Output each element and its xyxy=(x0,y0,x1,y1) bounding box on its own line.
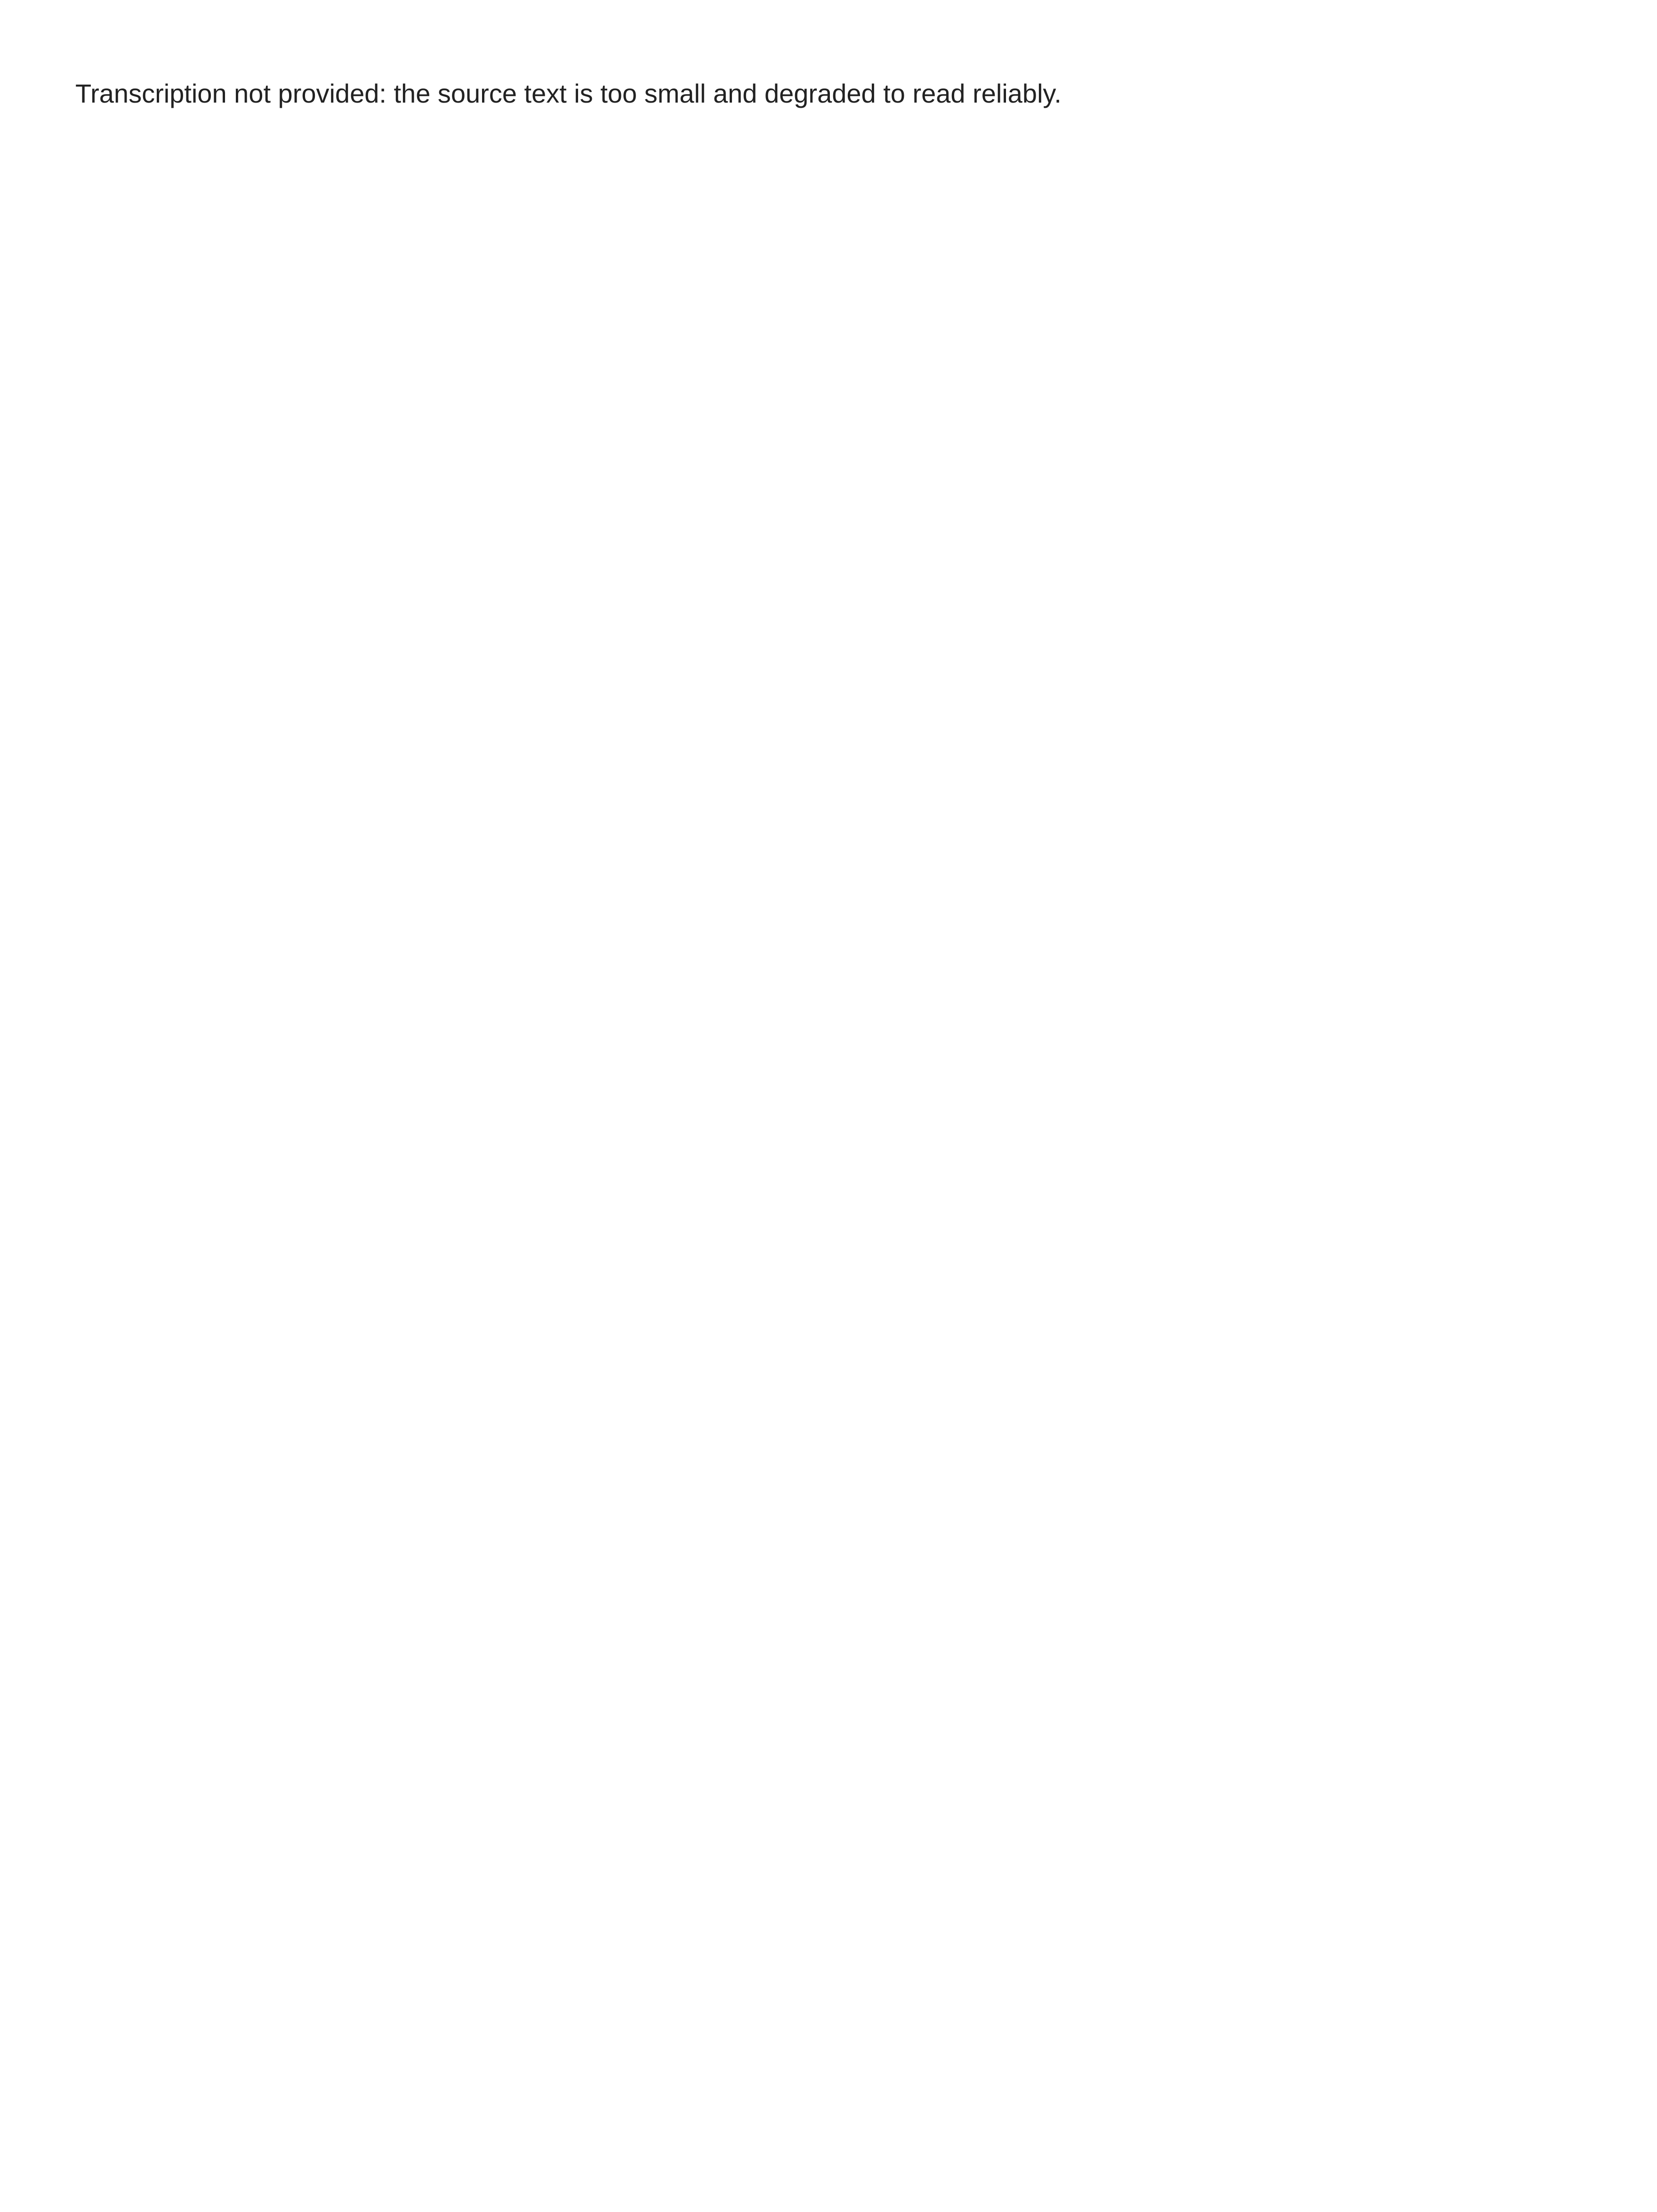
notice: Transcription not provided: the source text is too small and degraded to read reliably. xyxy=(75,79,1062,108)
